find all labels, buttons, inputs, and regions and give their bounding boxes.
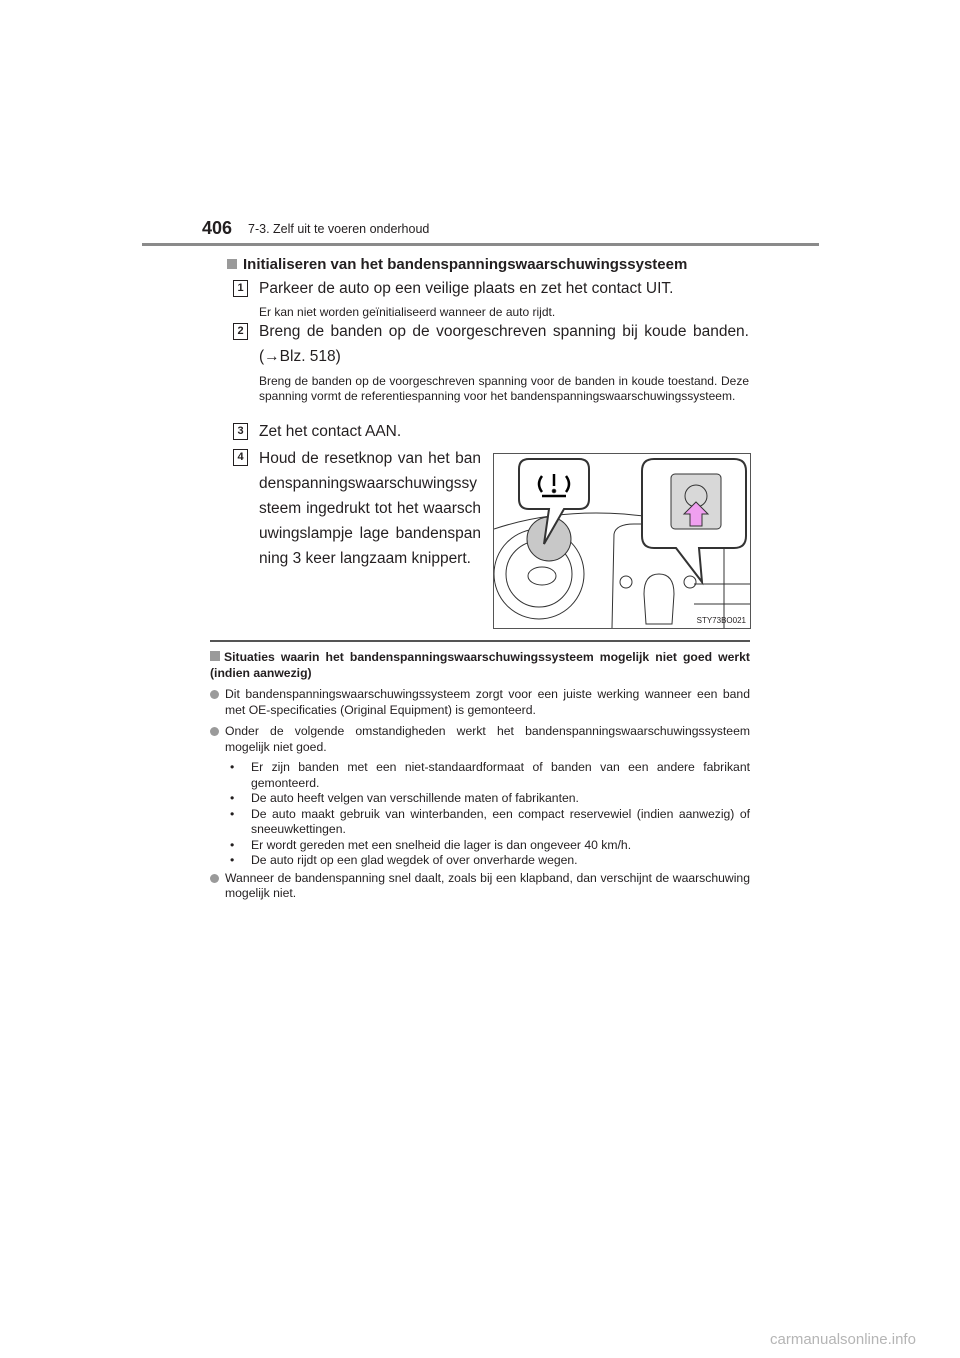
bullet-item: Wanneer de bandenspanning snel daalt, zoals bij een klapband, dan verschijnt de waarschuwing mogelijk niet. [210,871,750,902]
step-1-text: Parkeer de auto op een veilige plaats en zet het contact UIT. [259,280,674,297]
section-heading-text: Initialiseren van het bandenspanningswaarschuwingssysteem [243,256,688,273]
sub-bullet-item: • De auto rijdt op een glad wegdek of over onverharde wegen. [230,853,578,867]
square-bullet-icon [227,259,237,269]
circle-bullet-icon [210,727,219,736]
bullet-item: Dit bandenspanningswaarschuwingssysteem zorgt voor een juiste werking wanneer een band met OE-specificaties (Original Equipment) is gemonteerd. [210,687,750,718]
dashboard-illustration [493,453,751,629]
step-number-1: 1 [233,280,248,297]
step-number-3: 3 [233,423,248,440]
section-divider [210,640,750,642]
info-section [210,650,750,902]
step-4-text: Houd de resetknop van het bandenspanningswaarschuwingssysteem ingedrukt tot het waarschuwingslampje lage bandenspanning 3 keer langzaam knippert. [259,450,481,567]
sub-bullet-item: • De auto maakt gebruik van winterbanden, een compact reservewiel (indien aanwezig) of sneeuwkettingen. [230,806,750,836]
sub-bullet-item: • De auto heeft velgen van verschillende maten of fabrikanten. [230,791,579,805]
watermark: carmanualsonline.info [770,1331,916,1348]
sub-bullet-item: • Er wordt gereden met een snelheid die lager is dan ongeveer 40 km/h. [230,837,632,852]
info-heading: Situaties waarin het bandenspanningswaarschuwingssysteem mogelijk niet goed werkt (indien aanwezig) [210,650,750,680]
step-1-note: Er kan niet worden geïnitialiseerd wanneer de auto rijdt. [259,305,556,319]
section-heading [227,256,687,273]
circle-bullet-icon [210,690,219,699]
step-2-text: Breng de banden op de voorgeschreven spanning bij koude banden. (→Blz. 518) [259,323,749,365]
header-rule [142,243,819,246]
step-number-2: 2 [233,323,248,340]
step-2-note: Breng de banden op de voorgeschreven spanning voor de banden in koude toestand. Deze spanning vormt de referentiespanning voor het bandenspanningswaarschuwingssysteem. [259,374,749,403]
step-3-text: Zet het contact AAN. [259,423,402,440]
chapter-title: 7-3. Zelf uit te voeren onderhoud [248,222,430,236]
square-bullet-icon [210,651,220,661]
step-number-4: 4 [233,449,248,466]
page-number: 406 [202,218,233,238]
bullet-item: Onder de volgende omstandigheden werkt het bandenspanningswaarschuwingssysteem mogelijk niet goed. [210,724,750,755]
circle-bullet-icon [210,874,219,883]
sub-bullet-item: • Er zijn banden met een niet-standaardformaat of banden van een andere fabrikant gemonteerd. [230,760,750,790]
figure-code: STY73BO021 [696,616,746,625]
